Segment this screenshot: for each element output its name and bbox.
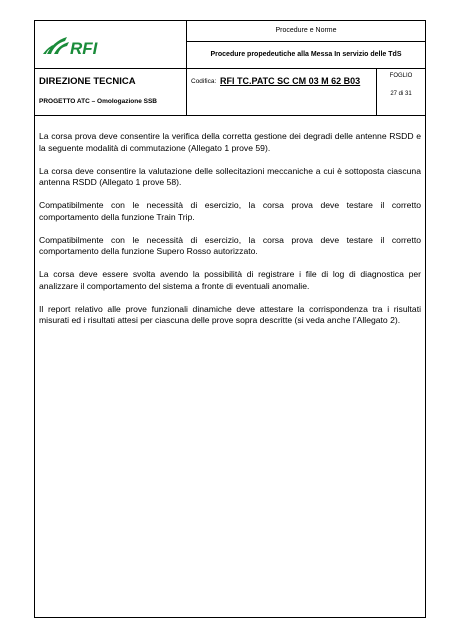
body-text xyxy=(35,131,425,338)
paragraph: La corsa deve consentire la valutazione delle sollecitazioni meccaniche a cui è sottoposta ciascuna antenna RSDD (Allegato 1 prove 58). xyxy=(39,165,421,187)
header-top-row xyxy=(35,21,425,69)
logo-cell xyxy=(35,21,187,68)
paragraph: La corsa deve essere svolta avendo la possibilità di registrare i file di log di diagnostica per analizzare il comportamento del sistema a fronte di eventuali anomalie. xyxy=(39,269,421,291)
department-title: DIREZIONE TECNICA xyxy=(39,76,136,87)
code-value: RFI TC.PATC SC CM 03 M 62 B03 xyxy=(220,76,361,86)
category-label: Procedure e Norme xyxy=(187,21,425,42)
code-cell xyxy=(187,69,377,115)
header-info-row xyxy=(35,69,425,116)
paragraph: Compatibilmente con le necessità di esercizio, la corsa prova deve testare il corretto comportamento della funzione Train Trip. xyxy=(39,200,421,222)
project-subtitle: PROGETTO ATC – Omologazione SSB xyxy=(39,98,157,105)
paragraph: Il report relativo alle prove funzionali dinamiche deve attestare la corrispondenza tra i risultati misurati ed i risultati attesi per ciascuna delle prove sopra descritte (si veda anche l’Allegato 2). xyxy=(39,303,421,325)
rfi-logo xyxy=(41,34,111,58)
department-cell xyxy=(35,69,187,115)
document-title: Procedure propedeutiche alla Messa In servizio delle TdS xyxy=(210,51,402,58)
sheet-number: 27 di 31 xyxy=(390,91,412,97)
logo-wordmark: RFI xyxy=(70,39,98,58)
sheet-label: FOGLIO xyxy=(389,73,413,79)
procedure-cell xyxy=(187,21,425,68)
document-page xyxy=(34,20,426,618)
paragraph: La corsa prova deve consentire la verifica della corretta gestione dei degradi delle antenne RSDD e la seguente modalità di commutazione (Allegato 1 prove 59). xyxy=(39,131,421,153)
paragraph: Compatibilmente con le necessità di esercizio, la corsa prova deve testare il corretto comportamento della funzione Supero Rosso autorizzato. xyxy=(39,234,421,256)
sheet-cell xyxy=(377,69,425,115)
code-label: Codifica: xyxy=(191,78,217,85)
